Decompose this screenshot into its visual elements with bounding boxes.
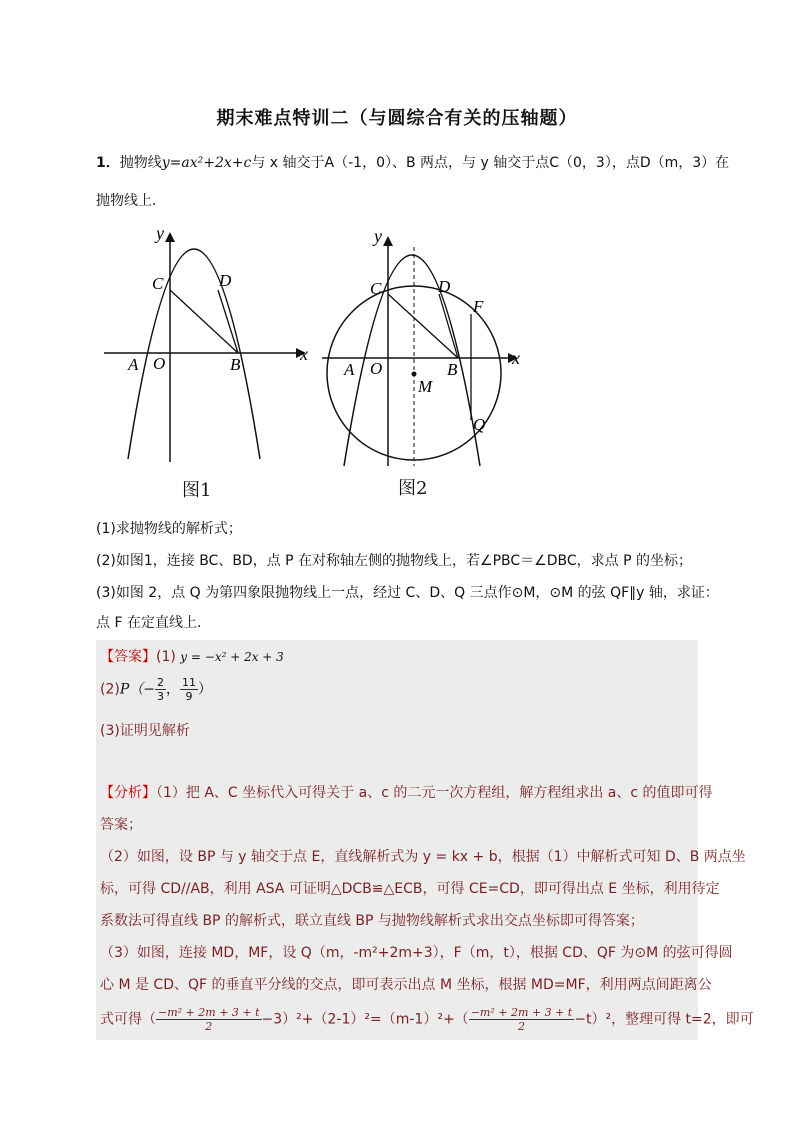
analysis-p3c-post: −t）²，整理可得 t=2，即可 — [574, 1011, 754, 1028]
analysis-line-1 — [100, 782, 713, 802]
answer-2-frac2 — [180, 676, 198, 703]
frac1-denominator: 3 — [157, 690, 164, 703]
stem-text-b: 与 x 轴交于 — [251, 155, 325, 171]
analysis-frac2-numerator: −m² + 2m + 3 + t — [470, 1006, 573, 1019]
figures — [96, 222, 696, 502]
analysis-frac2-denominator: 2 — [517, 1020, 525, 1033]
fig1-label-c: C — [152, 274, 164, 293]
fig2-label-d: D — [438, 277, 451, 296]
problem-stem-line1 — [96, 152, 729, 172]
fig2-label-o: O — [370, 359, 383, 378]
stem-text-d: ，点 — [611, 155, 640, 171]
analysis-p3c-pre: 式可得（ — [100, 1011, 156, 1028]
question-1: (1)求抛物线的解析式； — [96, 521, 242, 537]
problem-number: 1． — [96, 155, 120, 171]
fig2-label-f: F — [473, 297, 484, 316]
question-2: (2)如图1，连接 BC、BD，点 P 在对称轴左侧的抛物线上，若∠PBC＝∠DBC，求点 P 的坐标； — [96, 553, 692, 569]
analysis-p1a: （1）把 A、C 坐标代入可得关于 a、c 的二元一次方程组，解方程组求出 a、c 的值即可得 — [156, 785, 713, 801]
answer-2-post: ） — [198, 681, 212, 698]
answer-2-pre: P（− — [119, 681, 155, 698]
analysis-line-6: （3）如图，连接 MD，MF，设 Q（m，-m²+2m+3），F（m，t），根据 CD、QF 为⊙M 的弦可得圆 — [100, 945, 733, 961]
answer-1-label: (1) — [156, 649, 176, 665]
answer-line-3: (3)证明见解析 — [100, 723, 190, 739]
fig1-label-b: B — [230, 355, 241, 374]
analysis-line-2: 答案； — [100, 817, 142, 833]
fig2-label-a: A — [344, 360, 355, 379]
point-c-coord: C（0，3） — [549, 155, 612, 171]
fig2-center-m-dot — [412, 372, 417, 377]
answer-tag: 【答案】 — [100, 649, 156, 665]
answer-1-formula: y = −x² + 2x + 3 — [180, 650, 284, 664]
fig1-label-o: O — [153, 354, 166, 373]
fig1-label-a: A — [128, 355, 139, 374]
fig2-y-arrow — [383, 236, 393, 246]
question-3-line1: (3)如图 2，点 Q 为第四象限抛物线上一点，经过 C、D、Q 三点作⊙M，⊙M 的弦 QF∥y 轴，求证： — [96, 585, 719, 601]
analysis-line-7: 心 M 是 CD、QF 的垂直平分线的交点，即可表示出点 M 坐标，根据 MD=MF，利用两点间距离公 — [100, 977, 712, 993]
frac2-denominator: 9 — [185, 690, 193, 703]
parabola-formula: y=ax²+2x+c — [161, 155, 252, 171]
stem-text-e: 在 — [715, 155, 730, 171]
analysis-line-3: （2）如图，设 BP 与 y 轴交于点 E，直线解析式为 y = kx + b，根据（1）中解析式可知 D、B 两点坐 — [100, 849, 746, 865]
point-d-coord: D（m，3） — [639, 155, 716, 171]
fig1-label-d: D — [219, 271, 232, 290]
answer-line-1 — [100, 646, 284, 666]
figure2-caption: 图2 — [398, 478, 428, 499]
fig2-label-b: B — [447, 360, 458, 379]
fig2-segment-db — [439, 294, 458, 358]
analysis-line-4: 标，可得 CD//AB，利用 ASA 可证明△DCB≌△ECB，可得 CE=CD，即可得出点 E 坐标，利用待定 — [100, 881, 720, 897]
figure1-caption: 图1 — [182, 480, 212, 501]
stem-text-a: 抛物线 — [119, 155, 162, 171]
analysis-frac1 — [156, 1006, 262, 1033]
fig2-label-y: y — [374, 226, 382, 246]
question-3-line2: 点 F 在定直线上． — [96, 615, 211, 631]
fig2-label-c: C — [370, 279, 382, 298]
fig2-label-x: x — [512, 348, 520, 368]
fig2-label-m: M — [418, 377, 433, 396]
analysis-frac1-numerator: −m² + 2m + 3 + t — [158, 1006, 260, 1019]
stem-text-c: 、B 两点，与 y 轴交于点 — [392, 155, 550, 171]
fig2-label-q: Q — [473, 415, 486, 434]
analysis-line-5: 系数法可得直线 BP 的解析式，联立直线 BP 与抛物线解析式求出交点坐标即可得答案； — [100, 913, 644, 929]
fig1-label-y: y — [156, 223, 164, 243]
analysis-line-8 — [100, 1006, 754, 1033]
page-title: 期末难点特训二（与圆综合有关的压轴题） — [216, 108, 578, 129]
frac2-numerator: 11 — [182, 676, 196, 689]
answer-2-mid: ， — [166, 681, 180, 698]
answer-2-label: (2) — [100, 681, 120, 698]
analysis-frac2 — [469, 1006, 575, 1033]
point-a-coord: A（-1，0） — [324, 155, 392, 171]
fig2-segment-cb — [388, 294, 458, 358]
fig1-label-x: x — [300, 344, 308, 364]
analysis-tag: 【分析】 — [100, 785, 156, 801]
answer-line-2 — [100, 676, 212, 703]
problem-stem-line2: 抛物线上． — [96, 193, 166, 209]
answer-2-frac1 — [155, 676, 166, 703]
analysis-p3c-mid: −3）²+（2-1）²=（m-1）²+（ — [261, 1011, 469, 1028]
analysis-frac1-denominator: 2 — [205, 1020, 213, 1033]
frac1-numerator: 2 — [157, 676, 164, 689]
figure2-diagram — [96, 222, 696, 502]
